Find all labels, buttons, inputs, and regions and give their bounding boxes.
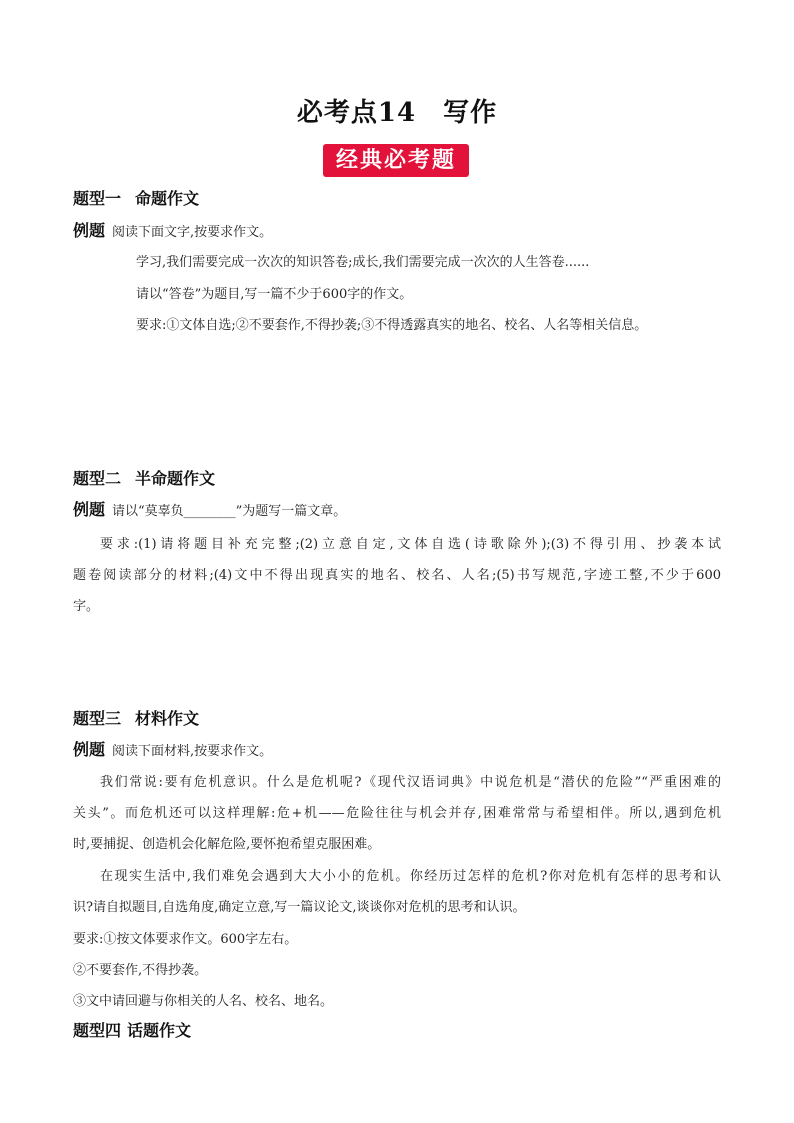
section1-heading: [73, 186, 199, 209]
section3-line-6: 要求:①按文体要求作文。600字左右。: [73, 932, 298, 947]
section3-line-4: 在现实生活中,我们难免会遇到大大小小的危机。你经历过怎样的危机?你对危机有怎样的思考和认: [100, 869, 721, 884]
section3-type: 题型三: [73, 709, 122, 728]
section2-line-1: 要求:(1)请将题目补充完整;(2)立意自定,文体自选(诗歌除外);(3)不得引用、抄袭本试: [100, 537, 721, 552]
section2-type: 题型二: [73, 469, 122, 488]
section2-example-label: 例题: [73, 500, 106, 519]
section3-line-7: ②不要套作,不得抄袭。: [73, 963, 208, 978]
section1-line-3: 要求:①文体自选;②不要套作,不得抄袭;③不得透露真实的地名、校名、人名等相关信息。: [136, 318, 648, 333]
section2-example-intro: 请以“莫辜负________”为题写一篇文章。: [112, 504, 347, 519]
section1-example-intro: 阅读下面文字,按要求作文。: [112, 225, 273, 240]
section1-type: 题型一: [73, 189, 122, 208]
section2-heading: [73, 466, 215, 489]
section3-line-1: 我们常说:要有危机意识。什么是危机呢?《现代汉语词典》中说危机是“潜伏的危险”“严重困难的: [100, 775, 721, 790]
page-title: 必考点14 写作: [296, 98, 498, 128]
section3-line-2: 关头”。而危机还可以这样理解:危+机——危险往往与机会并存,困难常常与希望相伴。所以,遇到危机: [73, 806, 721, 821]
section3-heading: [73, 706, 199, 729]
section2-line-2: 题卷阅读部分的材料;(4)文中不得出现真实的地名、校名、人名;(5)书写规范,字迹工整,不少于600: [73, 568, 721, 583]
section3-line-5: 识?请自拟题目,自选角度,确定立意,写一篇议论文,谈谈你对危机的思考和认识。: [73, 900, 526, 915]
section3-example-label: 例题: [73, 740, 106, 759]
section1-type-name: 命题作文: [135, 189, 200, 208]
section3-type-name: 材料作文: [135, 709, 200, 728]
classic-exam-badge: 经典必考题: [323, 144, 469, 177]
section3-example-intro: 阅读下面材料,按要求作文。: [112, 744, 273, 759]
section1-line-1: 学习,我们需要完成一次次的知识答卷;成长,我们需要完成一次次的人生答卷......: [136, 255, 590, 270]
section3-line-8: ③文中请回避与你相关的人名、校名、地名。: [73, 994, 334, 1009]
section2-type-name: 半命题作文: [135, 469, 216, 488]
section4-type: 题型四: [73, 1021, 122, 1040]
section3-line-3: 时,要捕捉、创造机会化解危险,要怀抱希望克服困难。: [73, 837, 381, 852]
section4-type-name: 话题作文: [127, 1021, 192, 1040]
section1-line-2: 请以“答卷”为题目,写一篇不少于600字的作文。: [136, 287, 413, 302]
section1-example-label: 例题: [73, 221, 106, 240]
section2-line-3: 字。: [73, 599, 100, 614]
section4-heading: [73, 1018, 191, 1041]
